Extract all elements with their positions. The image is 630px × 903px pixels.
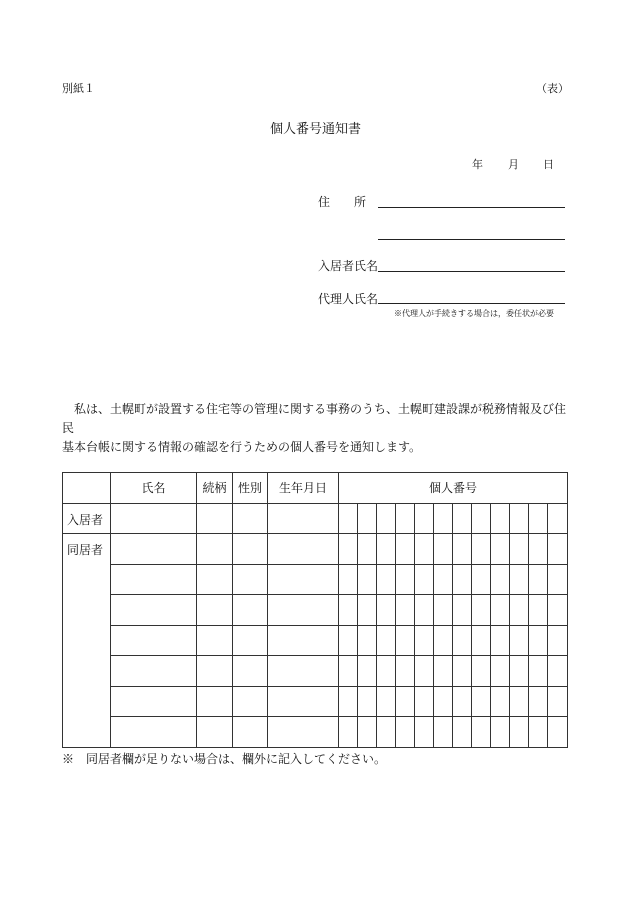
number-digit-cell[interactable] — [548, 595, 568, 626]
number-digit-cell[interactable] — [415, 534, 434, 565]
relation-cell[interactable] — [197, 564, 233, 595]
number-digit-cell[interactable] — [358, 656, 377, 687]
address-line-2[interactable] — [378, 239, 565, 240]
name-cell[interactable] — [111, 686, 197, 717]
number-digit-cell[interactable] — [529, 625, 548, 656]
number-digit-cell[interactable] — [415, 564, 434, 595]
relation-cell[interactable] — [197, 656, 233, 687]
agent-note: ※代理人が手続きする場合は，委任状が必要 — [394, 309, 554, 318]
number-digit-cell[interactable] — [510, 717, 529, 748]
relation-cell[interactable] — [197, 625, 233, 656]
birthdate-cell[interactable] — [268, 686, 339, 717]
name-cell[interactable] — [111, 503, 197, 534]
header-corner-cell — [63, 473, 111, 504]
number-digit-cell[interactable] — [377, 625, 396, 656]
number-digit-cell[interactable] — [491, 595, 510, 626]
number-digit-cell[interactable] — [453, 686, 472, 717]
number-digit-cell[interactable] — [548, 534, 568, 565]
number-digit-cell[interactable] — [339, 503, 358, 534]
sex-cell[interactable] — [233, 625, 268, 656]
number-digit-cell[interactable] — [377, 503, 396, 534]
number-digit-cell[interactable] — [548, 656, 568, 687]
number-digit-cell[interactable] — [529, 503, 548, 534]
number-digit-cell[interactable] — [529, 595, 548, 626]
number-digit-cell[interactable] — [453, 625, 472, 656]
number-digit-cell[interactable] — [339, 717, 358, 748]
number-digit-cell[interactable] — [396, 595, 415, 626]
table-row-cohabitant — [63, 564, 568, 595]
header-sex: 性別 — [233, 473, 268, 504]
number-digit-cell[interactable] — [548, 564, 568, 595]
paragraph-line-1: 私は、土幌町が設置する住宅等の管理に関する事務のうち、土幌町建設課が税務情報及び住民 — [62, 402, 567, 435]
birthdate-cell[interactable] — [268, 656, 339, 687]
birthdate-cell[interactable] — [268, 625, 339, 656]
number-digit-cell[interactable] — [415, 717, 434, 748]
name-cell[interactable] — [111, 625, 197, 656]
number-digit-cell[interactable] — [396, 564, 415, 595]
number-digit-cell[interactable] — [548, 686, 568, 717]
sex-cell[interactable] — [233, 717, 268, 748]
number-digit-cell[interactable] — [510, 686, 529, 717]
number-digit-cell[interactable] — [396, 503, 415, 534]
number-digit-cell[interactable] — [434, 656, 453, 687]
number-digit-cell[interactable] — [358, 534, 377, 565]
name-cell[interactable] — [111, 595, 197, 626]
number-digit-cell[interactable] — [472, 656, 491, 687]
personal-number-table — [62, 472, 568, 748]
number-digit-cell[interactable] — [434, 503, 453, 534]
address-label: 住 所 — [318, 195, 367, 209]
number-digit-cell[interactable] — [529, 564, 548, 595]
relation-cell[interactable] — [197, 686, 233, 717]
number-digit-cell[interactable] — [358, 625, 377, 656]
number-digit-cell[interactable] — [472, 717, 491, 748]
number-digit-cell[interactable] — [453, 656, 472, 687]
number-digit-cell[interactable] — [339, 534, 358, 565]
number-digit-cell[interactable] — [510, 564, 529, 595]
number-digit-cell[interactable] — [529, 534, 548, 565]
birthdate-cell[interactable] — [268, 534, 339, 565]
name-cell[interactable] — [111, 656, 197, 687]
number-digit-cell[interactable] — [453, 503, 472, 534]
agent-name-line[interactable] — [378, 303, 565, 304]
number-digit-cell[interactable] — [396, 686, 415, 717]
number-digit-cell[interactable] — [548, 717, 568, 748]
number-digit-cell[interactable] — [415, 656, 434, 687]
number-digit-cell[interactable] — [434, 625, 453, 656]
number-digit-cell[interactable] — [510, 656, 529, 687]
sex-cell[interactable] — [233, 564, 268, 595]
number-digit-cell[interactable] — [434, 717, 453, 748]
number-digit-cell[interactable] — [510, 625, 529, 656]
sex-cell[interactable] — [233, 656, 268, 687]
number-digit-cell[interactable] — [415, 503, 434, 534]
resident-name-line[interactable] — [378, 271, 565, 272]
name-cell[interactable] — [111, 564, 197, 595]
number-digit-cell[interactable] — [396, 717, 415, 748]
number-digit-cell[interactable] — [529, 656, 548, 687]
birthdate-cell[interactable] — [268, 564, 339, 595]
agent-name-label: 代理人氏名 — [318, 292, 379, 306]
number-digit-cell[interactable] — [491, 564, 510, 595]
number-digit-cell[interactable] — [358, 717, 377, 748]
table-row-resident — [63, 503, 568, 534]
number-digit-cell[interactable] — [434, 534, 453, 565]
birthdate-cell[interactable] — [268, 503, 339, 534]
number-digit-cell[interactable] — [491, 625, 510, 656]
number-digit-cell[interactable] — [396, 625, 415, 656]
number-digit-cell[interactable] — [472, 503, 491, 534]
table-header-row — [63, 473, 568, 504]
number-digit-cell[interactable] — [472, 534, 491, 565]
table-row-cohabitant — [63, 717, 568, 748]
number-digit-cell[interactable] — [415, 625, 434, 656]
footnote: ※ 同居者欄が足りない場合は、欄外に記入してください。 — [62, 752, 387, 766]
number-digit-cell[interactable] — [491, 717, 510, 748]
header-personal-number: 個人番号 — [339, 473, 568, 504]
relation-cell[interactable] — [197, 503, 233, 534]
number-digit-cell[interactable] — [377, 686, 396, 717]
number-digit-cell[interactable] — [491, 534, 510, 565]
sex-cell[interactable] — [233, 686, 268, 717]
number-digit-cell[interactable] — [472, 595, 491, 626]
row-label-resident: 入居者 — [63, 503, 111, 534]
number-digit-cell[interactable] — [415, 686, 434, 717]
number-digit-cell[interactable] — [396, 656, 415, 687]
number-digit-cell[interactable] — [510, 534, 529, 565]
date-year: 年 — [472, 158, 483, 171]
number-digit-cell[interactable] — [434, 595, 453, 626]
birthdate-cell[interactable] — [268, 595, 339, 626]
attachment-label: 別紙１ — [62, 82, 95, 95]
date-month: 月 — [508, 158, 519, 171]
number-digit-cell[interactable] — [434, 564, 453, 595]
number-digit-cell[interactable] — [491, 686, 510, 717]
table-row-cohabitant — [63, 625, 568, 656]
number-digit-cell[interactable] — [377, 656, 396, 687]
number-digit-cell[interactable] — [358, 503, 377, 534]
number-digit-cell[interactable] — [339, 686, 358, 717]
number-digit-cell[interactable] — [339, 595, 358, 626]
number-digit-cell[interactable] — [491, 503, 510, 534]
relation-cell[interactable] — [197, 534, 233, 565]
header-name: 氏名 — [111, 473, 197, 504]
name-cell[interactable] — [111, 717, 197, 748]
number-digit-cell[interactable] — [472, 625, 491, 656]
number-digit-cell[interactable] — [472, 686, 491, 717]
table-row-cohabitant — [63, 686, 568, 717]
table-row-cohabitant — [63, 595, 568, 626]
paragraph-line-2: 基本台帳に関する情報の確認を行うための個人番号を通知します。 — [62, 440, 422, 454]
sex-cell[interactable] — [233, 534, 268, 565]
number-digit-cell[interactable] — [548, 625, 568, 656]
notification-paragraph — [62, 400, 572, 457]
number-digit-cell[interactable] — [529, 717, 548, 748]
number-digit-cell[interactable] — [415, 595, 434, 626]
name-cell[interactable] — [111, 534, 197, 565]
birthdate-cell[interactable] — [268, 717, 339, 748]
number-digit-cell[interactable] — [510, 595, 529, 626]
number-digit-cell[interactable] — [377, 564, 396, 595]
number-digit-cell[interactable] — [358, 686, 377, 717]
number-digit-cell[interactable] — [339, 656, 358, 687]
address-line-1[interactable] — [378, 207, 565, 208]
number-digit-cell[interactable] — [491, 656, 510, 687]
number-digit-cell[interactable] — [529, 686, 548, 717]
header-birthdate: 生年月日 — [268, 473, 339, 504]
number-digit-cell[interactable] — [358, 564, 377, 595]
number-digit-cell[interactable] — [453, 534, 472, 565]
number-digit-cell[interactable] — [377, 595, 396, 626]
date-day: 日 — [543, 158, 554, 171]
number-digit-cell[interactable] — [377, 534, 396, 565]
sex-cell[interactable] — [233, 595, 268, 626]
side-label: （表） — [536, 82, 569, 95]
number-digit-cell[interactable] — [510, 503, 529, 534]
number-digit-cell[interactable] — [453, 717, 472, 748]
number-digit-cell[interactable] — [396, 534, 415, 565]
number-digit-cell[interactable] — [339, 564, 358, 595]
table-row-cohabitant — [63, 656, 568, 687]
header-relation: 続柄 — [197, 473, 233, 504]
number-digit-cell[interactable] — [358, 595, 377, 626]
relation-cell[interactable] — [197, 717, 233, 748]
number-digit-cell[interactable] — [377, 717, 396, 748]
number-digit-cell[interactable] — [453, 595, 472, 626]
row-label-cohabitant: 同居者 — [63, 534, 111, 748]
number-digit-cell[interactable] — [472, 564, 491, 595]
document-title: 個人番号通知書 — [270, 122, 362, 137]
resident-name-label: 入居者氏名 — [318, 259, 379, 273]
number-digit-cell[interactable] — [548, 503, 568, 534]
number-digit-cell[interactable] — [434, 686, 453, 717]
number-digit-cell[interactable] — [339, 625, 358, 656]
table-row-cohabitant — [63, 534, 568, 565]
relation-cell[interactable] — [197, 595, 233, 626]
number-digit-cell[interactable] — [453, 564, 472, 595]
sex-cell[interactable] — [233, 503, 268, 534]
